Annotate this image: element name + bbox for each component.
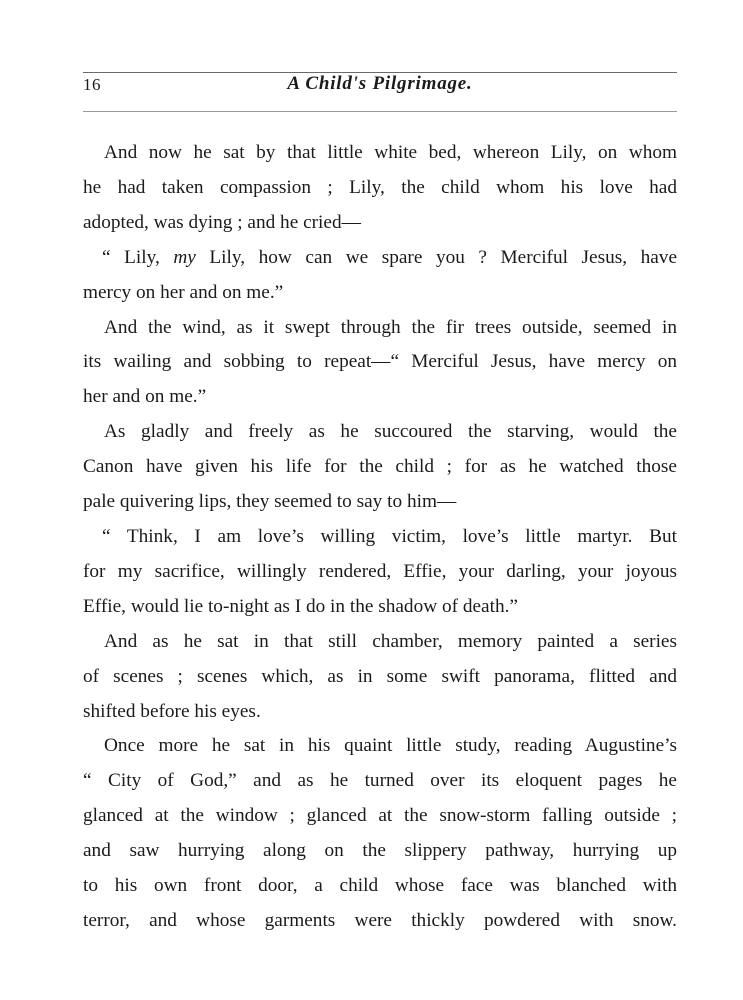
text-line: mercy on her and on me.”	[83, 281, 284, 303]
header-bottom-rule	[83, 111, 677, 112]
text-line: for my sacrifice, willingly rendered, Effie, your darling, your joyous	[83, 560, 677, 582]
body-text	[83, 136, 677, 939]
text-line: her and on me.”	[83, 386, 207, 408]
page-number: 16	[83, 75, 101, 94]
text-line: and saw hurrying along on the slippery pathway, hurrying up	[83, 840, 677, 862]
text-run: Lily, how can we spare you ? Merciful Jesus, have	[195, 246, 677, 268]
text-line: “ Think, I am love’s willing victim, love’s little martyr. But	[102, 525, 677, 547]
text-line: And the wind, as it swept through the fir trees outside, seemed in	[104, 316, 677, 338]
page-header	[83, 64, 677, 104]
text-line: shifted before his eyes.	[83, 700, 261, 722]
text-line: And as he sat in that still chamber, memory painted a series	[104, 630, 677, 652]
text-line: And now he sat by that little white bed, whereon Lily, on whom	[104, 142, 677, 163]
text-line: terror, and whose garments were thickly powdered with snow.	[83, 909, 677, 931]
text-line: glanced at the window ; glanced at the snow-storm falling outside ;	[83, 805, 677, 827]
text-line	[83, 241, 677, 276]
text-line: to his own front door, a child whose face was blanched with	[83, 875, 677, 897]
text-line: pale quivering lips, they seemed to say to him—	[83, 491, 457, 513]
text-line: he had taken compassion ; Lily, the child whom his love had	[83, 176, 677, 198]
text-line: As gladly and freely as he succoured the starving, would the	[104, 421, 677, 443]
text-line: adopted, was dying ; and he cried—	[83, 211, 361, 233]
text-line: Once more he sat in his quaint little study, reading Augustine’s	[104, 735, 677, 757]
text-line: of scenes ; scenes which, as in some swift panorama, flitted and	[83, 665, 677, 687]
text-line: its wailing and sobbing to repeat—“ Merciful Jesus, have mercy on	[83, 351, 677, 373]
text-line: Canon have given his life for the child ; for as he watched those	[83, 456, 677, 478]
text-run: “ Lily,	[102, 246, 174, 268]
text-line: Effie, would lie to-night as I do in the shadow of death.”	[83, 595, 518, 617]
text-line: “ City of God,” and as he turned over its eloquent pages he	[83, 770, 677, 792]
running-title: A Child's Pilgrimage.	[287, 73, 473, 94]
emphasis-text: my	[173, 246, 196, 268]
